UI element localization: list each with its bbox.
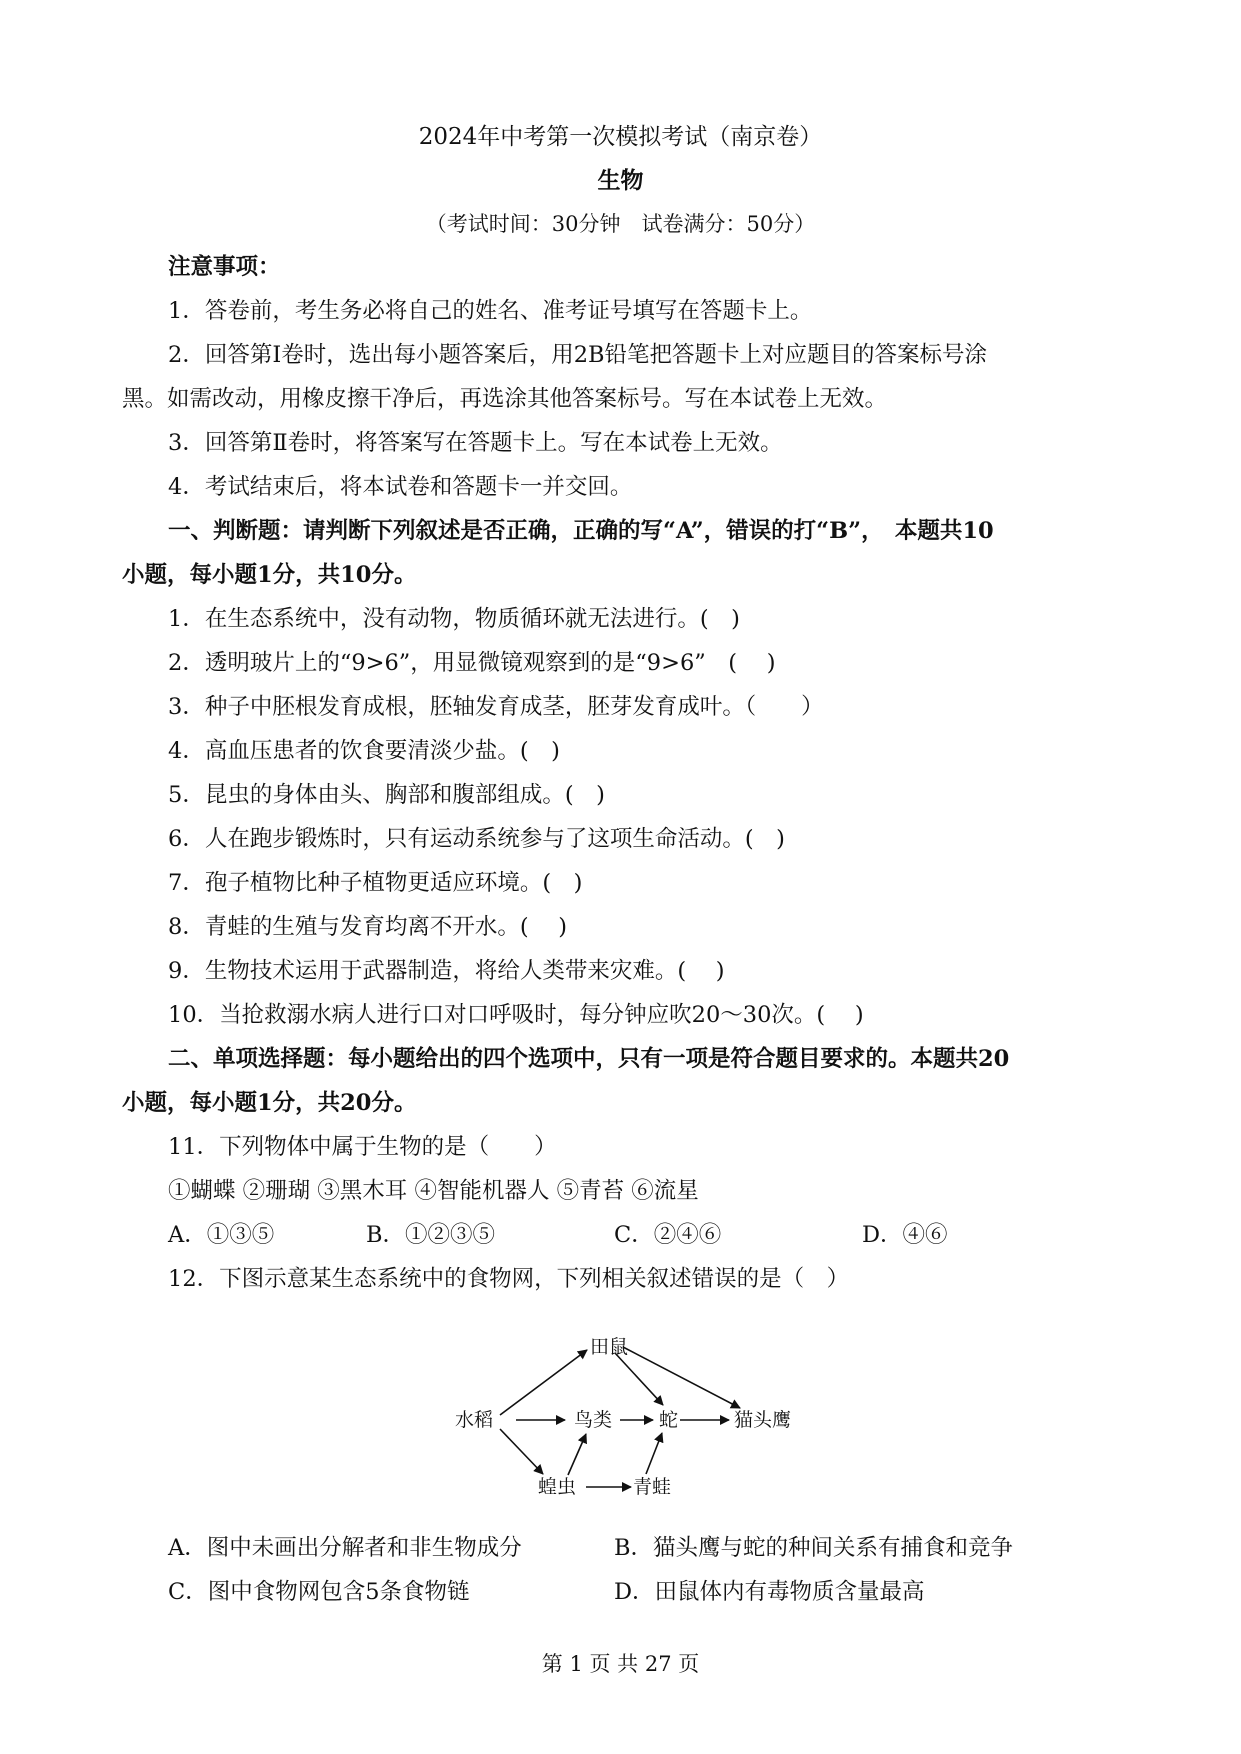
judgement-question: 8．青蛙的生殖与发育均离不开水。( ) [168,914,568,940]
note-item: 3．回答第Ⅱ卷时，将答案写在答题卡上。写在本试卷上无效。 [168,430,783,456]
option-d: D．④⑥ [862,1222,948,1248]
question-12-stem: 12．下图示意某生态系统中的食物网，下列相关叙述错误的是（ ） [168,1266,850,1292]
option-c: C．②④⑥ [614,1222,722,1248]
judgement-question: 4．高血压患者的饮食要清淡少盐。( ) [168,738,560,764]
section1-heading: 一、判断题：请判断下列叙述是否正确，正确的写“A”，错误的打“B”， 本题共10 [168,518,994,544]
option-a: A．图中未画出分解者和非生物成分 [168,1535,522,1561]
option-d: D．田鼠体内有毒物质含量最高 [614,1579,925,1605]
judgement-question: 9．生物技术运用于武器制造，将给人类带来灾难。( ) [168,958,725,984]
judgement-question: 1．在生态系统中，没有动物，物质循环就无法进行。( ) [168,606,740,632]
option-b: B．猫头鹰与蛇的种间关系有捕食和竞争 [614,1535,1014,1561]
judgement-question: 10．当抢救溺水病人进行口对口呼吸时，每分钟应吹20～30次。( ) [168,1002,864,1028]
arrow-vole-to-owl [623,1347,740,1408]
judgement-question: 3．种子中胚根发育成根，胚轴发育成茎，胚芽发育成叶。（ ） [168,694,824,720]
section2-heading: 二、单项选择题：每小题给出的四个选项中，只有一项是符合题目要求的。本题共20 [168,1046,1010,1072]
note-item: 2．回答第Ⅰ卷时，选出每小题答案后，用2B铅笔把答题卡上对应题目的答案标号涂 [168,342,988,368]
question-11-items: ①蝴蝶 ②珊瑚 ③黑木耳 ④智能机器人 ⑤青苔 ⑥流星 [168,1178,699,1204]
judgement-question: 5．昆虫的身体由头、胸部和腹部组成。( ) [168,782,605,808]
note-item: 1．答卷前，考生务必将自己的姓名、准考证号填写在答题卡上。 [168,298,813,324]
node-locust: 蝗虫 [538,1476,577,1498]
exam-info: （考试时间：30分钟 试卷满分：50分） [425,212,816,236]
question-11-stem: 11．下列物体中属于生物的是（ ） [168,1134,557,1160]
section1-heading-continued: 小题，每小题1分，共10分。 [122,562,417,588]
option-a: A．①③⑤ [168,1222,275,1248]
option-b: B．①②③⑤ [366,1222,496,1248]
arrow-locust-to-bird [568,1434,586,1475]
food-web-diagram [440,1325,830,1505]
option-c: C．图中食物网包含5条食物链 [168,1579,470,1605]
arrow-vole-to-snake [615,1353,663,1405]
note-item-continued: 黑。如需改动，用橡皮擦干净后，再选涂其他答案标号。写在本试卷上无效。 [122,386,888,412]
judgement-question: 7．孢子植物比种子植物更适应环境。( ) [168,870,583,896]
note-item: 4．考试结束后，将本试卷和答题卡一并交回。 [168,474,633,500]
exam-title: 2024年中考第一次模拟考试（南京卷） [418,124,823,150]
node-snake: 蛇 [659,1409,679,1431]
node-rice: 水稻 [455,1409,494,1431]
arrow-frog-to-snake [646,1433,662,1474]
node-owl: 猫头鹰 [734,1409,792,1431]
arrow-rice-to-locust [500,1429,543,1474]
subject-title: 生物 [597,167,644,194]
node-frog: 青蛙 [633,1476,672,1498]
node-vole: 田鼠 [590,1336,629,1358]
node-bird: 鸟类 [574,1409,613,1431]
section2-heading-continued: 小题，每小题1分，共20分。 [122,1090,417,1116]
arrow-rice-to-vole [500,1350,587,1415]
judgement-question: 2．透明玻片上的“9>6”，用显微镜观察到的是“9>6” ( ) [168,650,776,676]
notes-heading: 注意事项： [168,254,281,280]
page-footer: 第 1 页 共 27 页 [541,1652,700,1676]
judgement-question: 6．人在跑步锻炼时，只有运动系统参与了这项生命活动。( ) [168,826,785,852]
